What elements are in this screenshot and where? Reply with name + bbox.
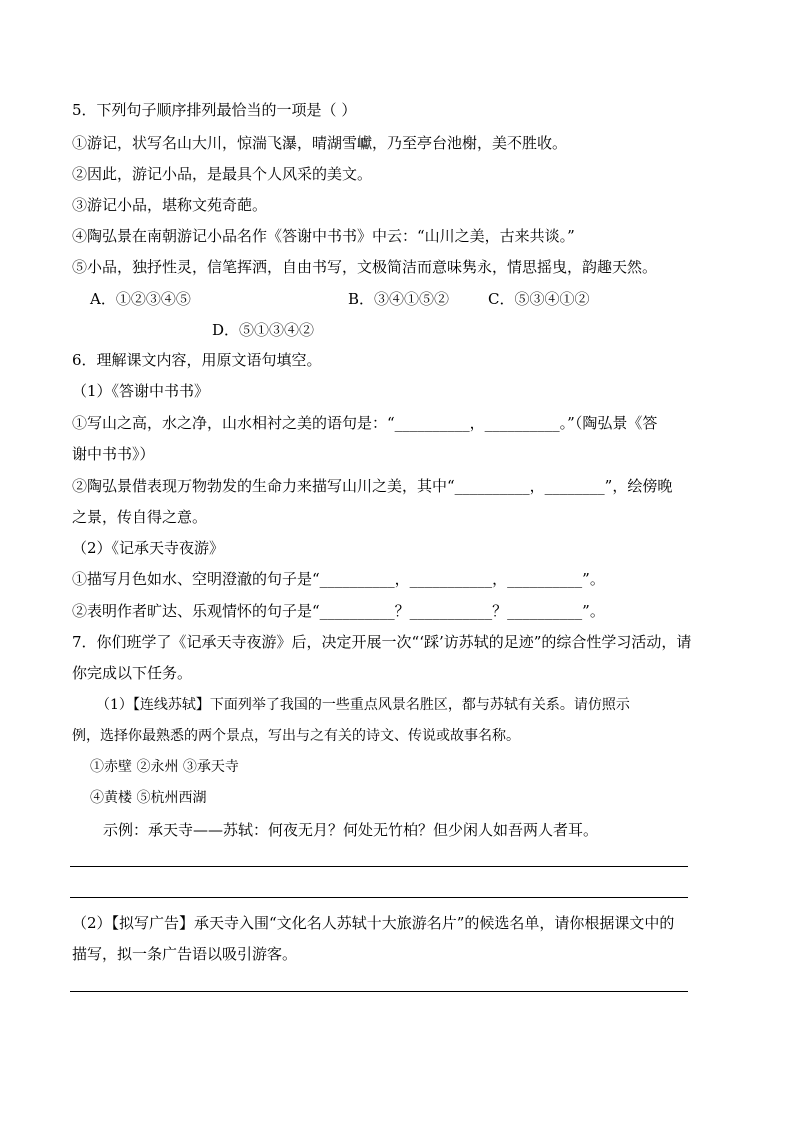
q5-option-d[interactable]: D．⑤①③④②: [212, 321, 315, 339]
q7-stem: 7．你们班学了《记承天寺夜游》后，决定开展一次“‘踩’访苏轼的足迹”的综合性学习活动，请: [72, 633, 692, 651]
q7-example: 示例：承天寺——苏轼：何夜无月？何处无竹柏？但少闲人如吾两人者耳。: [103, 821, 599, 839]
q6-part2-item-b: ②表明作者旷达、乐观情怀的句子是“__________？___________？__________”。: [72, 602, 605, 620]
q5-sentence-1: ①游记，状写名山大川，惊湍飞瀑，晴湖雪巘，乃至亭台池榭，美不胜收。: [72, 134, 568, 152]
q7-stem-cont: 你完成以下任务。: [72, 664, 193, 682]
q5-sentence-4: ④陶弘景在南朝游记小品名作《答谢中书书》中云：“山川之美，古来共谈。”: [72, 227, 575, 245]
q7-part1-cont: 例，选择你最熟悉的两个景点，写出与之有关的诗文、传说或故事名称。: [72, 728, 520, 744]
q7-places-row2: ④黄楼 ⑤杭州西湖: [90, 790, 207, 806]
q6-part1-item-b: ②陶弘景借表现万物勃发的生命力来描写山川之美，其中“__________，________”，绘傍晚: [72, 477, 673, 495]
q6-part2-item-a: ①描写月色如水、空明澄澈的句子是“__________，___________，__________”。: [72, 570, 605, 588]
q7-part1-text: （1）【连线苏轼】下面列举了我国的一些重点风景名胜区，都与苏轼有关系。请仿照示: [96, 697, 630, 713]
q6-part1-title: （1）《答谢中书书》: [72, 382, 210, 400]
q6-part1-item-a: ①写山之高，水之净，山水相衬之美的语句是：“__________，__________。”（陶弘景《答: [72, 414, 658, 432]
q7-part2-cont: 描写，拟一条广告语以吸引游客。: [72, 945, 298, 963]
q7-part2-text: （2）【拟写广告】承天寺入围“文化名人苏轼十大旅游名片”的候选名单，请你根据课文中的: [72, 914, 675, 932]
answer-line-1[interactable]: [70, 866, 688, 867]
answer-line-2[interactable]: [70, 897, 688, 898]
q5-option-c[interactable]: C．⑤③④①②: [488, 290, 590, 308]
q6-part1-item-b-cont: 之景，传自得之意。: [72, 508, 208, 526]
answer-line-3[interactable]: [70, 991, 688, 992]
q6-part1-item-a-cont: 谢中书书》）: [72, 445, 155, 463]
q5-sentence-5: ⑤小品，独抒性灵，信笔挥洒，自由书写，文极简洁而意味隽永，情思摇曳，韵趣天然。: [72, 258, 658, 276]
q5-option-b[interactable]: B．③④①⑤②: [348, 290, 450, 308]
q7-places-row1: ①赤壁 ②永州 ③承天寺: [90, 759, 239, 775]
q5-stem: 5．下列句子顺序排列最恰当的一项是（ ）: [72, 101, 357, 119]
q6-part2-title: （2）《记承天寺夜游》: [72, 539, 225, 557]
q6-stem: 6．理解课文内容，用原文语句填空。: [72, 351, 322, 369]
q5-sentence-2: ②因此，游记小品，是最具个人风采的美文。: [72, 165, 373, 183]
q5-sentence-3: ③游记小品，堪称文苑奇葩。: [72, 196, 268, 214]
q5-option-a[interactable]: A．①②③④⑤: [90, 290, 191, 308]
